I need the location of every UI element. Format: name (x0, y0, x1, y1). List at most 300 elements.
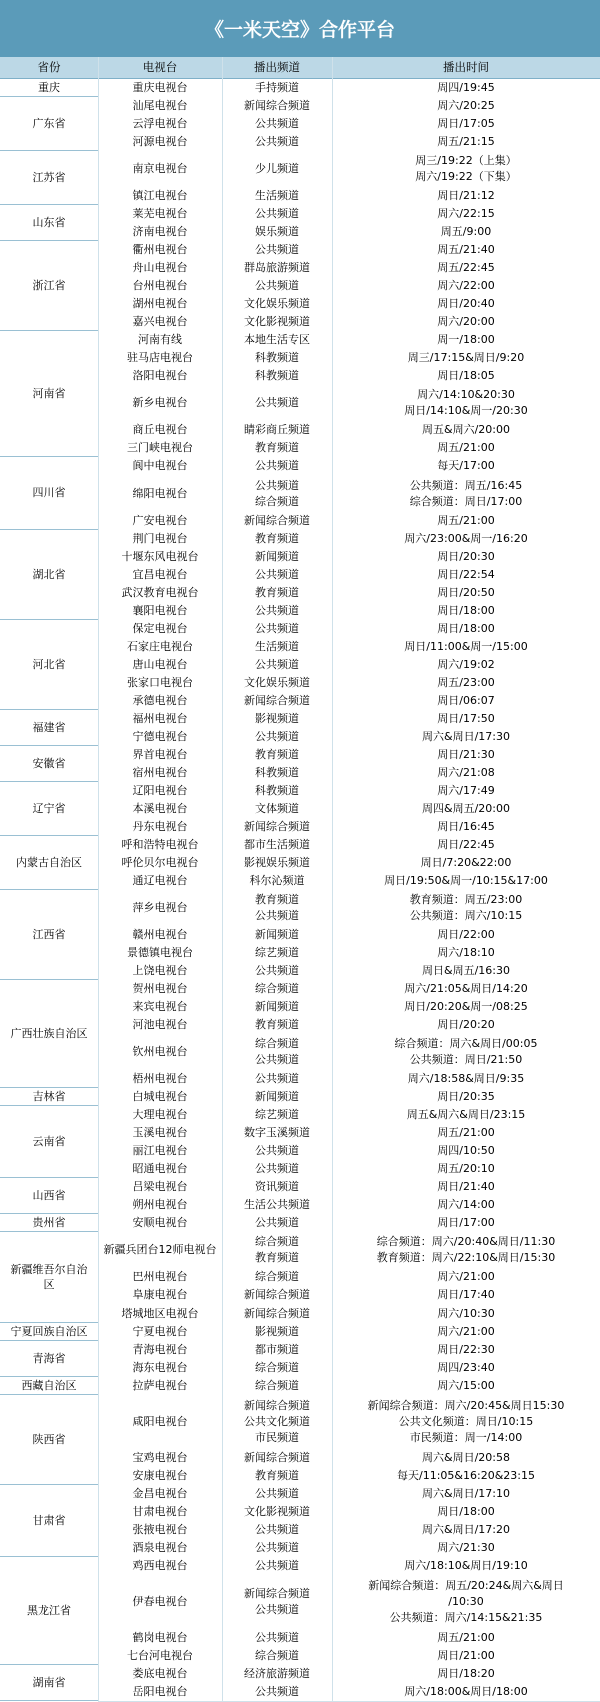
channel-cell (222, 1341, 332, 1359)
time-text: 周六/18:58&周日/9:35 (407, 1072, 525, 1086)
station-cell (98, 710, 222, 728)
time-text: 周日/17:00 (437, 1216, 495, 1230)
time-cell (332, 1124, 600, 1142)
channel-text: 手持频道 (255, 81, 299, 94)
time-text: 周一/18:00 (437, 333, 495, 347)
time-cell (332, 926, 600, 944)
channel-text: 经济旅游频道 (244, 1666, 310, 1680)
table-row (98, 439, 600, 458)
station-cell (98, 151, 222, 187)
channel-cell (222, 818, 332, 836)
station-cell (98, 133, 222, 151)
province-cell: 四川省 (0, 457, 98, 529)
time-text: 周日/21:30 (437, 747, 495, 761)
table-row (98, 475, 600, 512)
time-cell (332, 728, 600, 746)
time-text: 周日/14:10&周一/20:30 (404, 404, 528, 418)
channel-cell (222, 1106, 332, 1124)
station-text: 绵阳电视台 (132, 486, 188, 500)
channel-text: 教育频道 (255, 893, 299, 907)
time-cell (332, 277, 600, 295)
channel-text: 文体频道 (255, 801, 299, 815)
station-text: 河池电视台 (132, 1018, 188, 1032)
time-text: 周日/17:40 (437, 1288, 495, 1302)
time-cell (332, 115, 600, 133)
table-row (98, 133, 600, 152)
time-text: 周日/17:50 (437, 711, 495, 725)
station-cell (98, 1323, 222, 1341)
time-cell (332, 1359, 600, 1377)
time-cell (332, 656, 600, 674)
station-text: 巴州电视台 (132, 1270, 188, 1284)
station-cell (98, 223, 222, 241)
time-text: 新闻综合频道：周六/20:45&周日15:30 (367, 1398, 565, 1412)
province-cell: 广东省 (0, 97, 98, 151)
channel-cell (222, 1323, 332, 1341)
station-cell (98, 1467, 222, 1485)
time-cell (332, 980, 600, 998)
station-text: 嘉兴电视台 (132, 315, 188, 329)
station-text: 景德镇电视台 (127, 946, 193, 960)
station-text: 梧州电视台 (132, 1072, 188, 1086)
time-cell (332, 944, 600, 962)
station-cell (98, 1647, 222, 1665)
table-row (98, 692, 600, 711)
time-text: 周三/17:15&周日/9:20 (407, 351, 525, 365)
channel-cell (222, 674, 332, 692)
time-cell (332, 313, 600, 331)
channel-text: 教育频道 (255, 747, 299, 761)
channel-text: 公共频道 (255, 567, 299, 581)
header-time: 播出时间 (443, 60, 489, 74)
time-text: 周六/15:00 (437, 1378, 495, 1392)
station-cell (98, 1665, 222, 1683)
channel-cell (222, 1359, 332, 1377)
channel-text: 公共频道 (255, 478, 299, 492)
channel-cell (222, 331, 332, 349)
station-text: 酒泉电视台 (132, 1540, 188, 1554)
channel-cell (222, 548, 332, 566)
channel-text: 教育频道 (255, 1251, 299, 1265)
time-cell (332, 97, 600, 115)
table-row (98, 151, 600, 188)
time-text: 周日/17:05 (437, 117, 495, 131)
table-row (98, 241, 600, 260)
station-cell (98, 800, 222, 818)
time-cell (332, 800, 600, 818)
station-cell (98, 818, 222, 836)
station-cell (98, 602, 222, 620)
channel-cell (222, 1178, 332, 1196)
time-text: 周六/14:10&20:30 (417, 388, 515, 402)
channel-text: 都市频道 (255, 1342, 299, 1356)
channel-text: 综合频道 (255, 1235, 299, 1249)
table-row (98, 1232, 600, 1269)
station-cell (98, 277, 222, 295)
time-cell (332, 1377, 600, 1395)
province-cell: 贵州省 (0, 1214, 98, 1232)
station-text: 衢州电视台 (132, 243, 188, 257)
time-cell (332, 584, 600, 602)
time-cell (332, 1629, 600, 1647)
station-cell (98, 584, 222, 602)
channel-cell (222, 782, 332, 800)
station-cell (98, 692, 222, 710)
time-cell (332, 1665, 600, 1683)
station-text: 重庆电视台 (132, 81, 188, 94)
time-cell (332, 548, 600, 566)
table-row (98, 1016, 600, 1035)
station-cell (98, 1214, 222, 1232)
station-text: 湖州电视台 (132, 297, 188, 311)
time-text: 公共频道：周六/10:15 (409, 909, 523, 923)
station-text: 阆中电视台 (132, 459, 188, 473)
station-text: 保定电视台 (132, 621, 188, 635)
time-text: 教育频道：周五/23:00 (409, 893, 523, 907)
province-cell: 辽宁省 (0, 782, 98, 836)
table-row (98, 79, 600, 98)
table-row (98, 602, 600, 621)
channel-cell (222, 1503, 332, 1521)
time-text: 教育频道：周六/22:10&周日/15:30 (376, 1251, 556, 1265)
province-cell: 浙江省 (0, 241, 98, 331)
time-cell (332, 349, 600, 367)
station-text: 咸阳电视台 (132, 1414, 188, 1428)
station-cell (98, 1178, 222, 1196)
station-text: 唐山电视台 (132, 657, 188, 671)
channel-text: 综合频道 (255, 1037, 299, 1051)
table-row (98, 1214, 600, 1233)
station-text: 三门峡电视台 (127, 441, 193, 455)
channel-text: 公共频道 (255, 621, 299, 635)
time-text: 周四/19:45 (437, 81, 495, 94)
station-text: 贺州电视台 (132, 982, 188, 996)
province-cell: 吉林省 (0, 1088, 98, 1106)
time-cell (332, 1539, 600, 1557)
station-text: 赣州电视台 (132, 928, 188, 942)
time-text: 周六/18:00&周日/18:00 (404, 1684, 528, 1698)
province-cell: 西藏自治区 (0, 1377, 98, 1395)
station-cell (98, 1124, 222, 1142)
station-text: 呼伦贝尔电视台 (121, 855, 199, 869)
station-text: 河南有线 (138, 333, 182, 347)
channel-text: 新闻频道 (255, 1090, 299, 1104)
channel-text: 影视频道 (255, 711, 299, 725)
channel-text: 娱乐频道 (255, 225, 299, 239)
channel-cell (222, 566, 332, 584)
time-text: 周六/19:22（下集） (415, 170, 517, 184)
table-row (98, 349, 600, 368)
time-cell (332, 187, 600, 205)
station-cell (98, 638, 222, 656)
time-cell (332, 1647, 600, 1665)
station-cell (98, 439, 222, 457)
header-province: 省份 (37, 60, 61, 74)
station-text: 七台河电视台 (127, 1648, 193, 1662)
table-row (98, 926, 600, 945)
table-row (98, 566, 600, 585)
station-text: 鹤岗电视台 (132, 1630, 188, 1644)
station-cell (98, 728, 222, 746)
channel-text: 新闻综合频道 (244, 513, 310, 527)
channel-text: 公共频道 (255, 1486, 299, 1500)
time-cell (332, 205, 600, 223)
table-row (98, 710, 600, 729)
channel-text: 科教频道 (255, 783, 299, 797)
station-cell (98, 944, 222, 962)
station-cell (98, 1629, 222, 1647)
channel-cell (222, 457, 332, 475)
time-text: 周日/18:00 (437, 621, 495, 635)
station-cell (98, 1503, 222, 1521)
time-cell (332, 1557, 600, 1575)
channel-text: 新闻频道 (255, 1000, 299, 1014)
station-cell (98, 1196, 222, 1214)
time-text: 周六&周日/20:58 (422, 1450, 510, 1464)
table-row (98, 530, 600, 549)
station-cell (98, 998, 222, 1016)
station-cell (98, 1016, 222, 1034)
table-row (98, 1377, 600, 1396)
station-cell (98, 349, 222, 367)
column-divider (98, 57, 99, 1701)
channel-text: 新闻综合频道 (244, 1288, 310, 1302)
channel-text: 生活公共频道 (244, 1198, 310, 1212)
table-row (98, 1557, 600, 1576)
station-cell (98, 367, 222, 385)
table-row (98, 1665, 600, 1684)
table-row (98, 457, 600, 476)
channel-text: 公共频道 (255, 1144, 299, 1158)
station-cell (98, 313, 222, 331)
time-cell (332, 1395, 600, 1449)
table-row (98, 620, 600, 639)
channel-cell (222, 1268, 332, 1286)
channel-cell (222, 656, 332, 674)
time-text: 周五/20:10 (437, 1162, 495, 1176)
province-cell: 新疆维吾尔自治区 (0, 1232, 98, 1322)
station-cell (98, 962, 222, 980)
time-text: 周四&周五/20:00 (422, 801, 510, 815)
channel-text: 本地生活专区 (244, 333, 310, 347)
station-text: 台州电视台 (132, 279, 188, 293)
channel-text: 综合频道 (255, 1270, 299, 1284)
time-cell (332, 566, 600, 584)
channel-text: 新闻综合频道 (244, 819, 310, 833)
station-cell (98, 331, 222, 349)
table-row (98, 205, 600, 224)
time-text: 周日/22:45 (437, 837, 495, 851)
channel-cell (222, 1160, 332, 1178)
channel-text: 综合频道 (255, 494, 299, 508)
station-cell (98, 1160, 222, 1178)
province-cell: 江苏省 (0, 151, 98, 205)
column-divider (332, 57, 333, 1701)
time-cell (332, 818, 600, 836)
time-text: 周六/17:49 (437, 783, 495, 797)
station-text: 拉萨电视台 (132, 1378, 188, 1392)
station-text: 岳阳电视台 (132, 1684, 188, 1698)
time-cell (332, 1178, 600, 1196)
time-text: 周五/21:00 (437, 1630, 495, 1644)
time-cell (332, 1341, 600, 1359)
station-text: 宿州电视台 (132, 765, 188, 779)
channel-text: 公共频道 (255, 207, 299, 221)
station-text: 通辽电视台 (132, 873, 188, 887)
table-row (98, 836, 600, 855)
time-text: 周日/20:35 (437, 1090, 495, 1104)
time-cell (332, 331, 600, 349)
time-text: 周六/10:30 (437, 1306, 495, 1320)
channel-cell (222, 1016, 332, 1034)
time-text: 周日/7:20&22:00 (420, 855, 512, 869)
time-text: 新闻综合频道：周五/20:24&周六&周日 (368, 1578, 564, 1592)
station-text: 荆门电视台 (132, 531, 188, 545)
channel-cell (222, 475, 332, 511)
station-text: 舟山电视台 (132, 261, 188, 275)
table-row (98, 1106, 600, 1125)
time-cell (332, 602, 600, 620)
table-row (98, 998, 600, 1017)
channel-cell (222, 1305, 332, 1323)
time-text: 周日/20:40 (437, 297, 495, 311)
province-cell: 江西省 (0, 890, 98, 980)
station-cell (98, 1377, 222, 1395)
table-row (98, 1359, 600, 1378)
station-text: 本溪电视台 (132, 801, 188, 815)
channel-text: 新闻综合频道 (244, 1450, 310, 1464)
channel-text: 综合频道 (255, 1648, 299, 1662)
time-text: /10:30 (448, 1594, 484, 1608)
time-cell (332, 512, 600, 530)
time-cell (332, 1142, 600, 1160)
table-row (98, 1521, 600, 1540)
time-text: 周五/22:45 (437, 261, 495, 275)
station-cell (98, 1683, 222, 1701)
time-text: 周五/21:00 (437, 1126, 495, 1140)
channel-cell (222, 1124, 332, 1142)
channel-text: 都市生活频道 (244, 837, 310, 851)
station-text: 张掖电视台 (132, 1522, 188, 1536)
station-text: 吕梁电视台 (132, 1180, 188, 1194)
station-text: 河源电视台 (132, 135, 188, 149)
channel-text: 文化影视频道 (244, 1504, 310, 1518)
channel-text: 公共频道 (255, 603, 299, 617)
station-cell (98, 566, 222, 584)
channel-text: 文化娱乐频道 (244, 297, 310, 311)
time-text: 公共频道：周五/16:45 (409, 478, 523, 492)
table-row (98, 115, 600, 134)
station-cell (98, 1449, 222, 1467)
province-cell: 黑龙江省 (0, 1557, 98, 1665)
time-text: 周四/23:40 (437, 1360, 495, 1374)
channel-text: 公共频道 (255, 1072, 299, 1086)
time-text: 综合频道：周六&周日/00:05 (394, 1037, 538, 1051)
channel-text: 影视频道 (255, 1324, 299, 1338)
channel-text: 公共频道 (255, 1053, 299, 1067)
channel-text: 影视娱乐频道 (244, 855, 310, 869)
time-cell (332, 872, 600, 890)
channel-text: 公共频道 (255, 964, 299, 978)
station-cell (98, 1268, 222, 1286)
channel-cell (222, 1629, 332, 1647)
time-text: 周日/20:30 (437, 549, 495, 563)
station-text: 白城电视台 (132, 1090, 188, 1104)
station-cell (98, 746, 222, 764)
table-row (98, 1070, 600, 1089)
time-text: 公共文化频道：周日/10:15 (398, 1414, 534, 1428)
time-cell (332, 1323, 600, 1341)
channel-cell (222, 620, 332, 638)
table-row (98, 674, 600, 693)
time-cell (332, 151, 600, 187)
table-row (98, 1503, 600, 1522)
time-cell (332, 1088, 600, 1106)
channel-text: 睛彩商丘频道 (244, 423, 310, 437)
station-text: 上饶电视台 (132, 964, 188, 978)
channel-cell (222, 439, 332, 457)
table-row (98, 1178, 600, 1197)
station-cell (98, 187, 222, 205)
table-row (98, 1683, 600, 1702)
table-row (98, 421, 600, 440)
station-cell (98, 836, 222, 854)
channel-cell (222, 1665, 332, 1683)
station-cell (98, 1359, 222, 1377)
station-text: 镇江电视台 (132, 189, 188, 203)
channel-text: 新闻综合频道 (244, 99, 310, 113)
station-text: 青海电视台 (132, 1342, 188, 1356)
time-cell (332, 1232, 600, 1268)
table-row (98, 1575, 600, 1630)
time-text: 周日/22:00 (437, 928, 495, 942)
station-text: 宁德电视台 (132, 729, 188, 743)
station-cell (98, 980, 222, 998)
station-cell (98, 385, 222, 421)
time-text: 周五/21:15 (437, 135, 495, 149)
table-row (98, 1268, 600, 1287)
table-row (98, 512, 600, 531)
channel-cell (222, 295, 332, 313)
table-row (98, 872, 600, 891)
province-cell: 湖北省 (0, 530, 98, 620)
station-text: 襄阳电视台 (132, 603, 188, 617)
channel-cell (222, 97, 332, 115)
channel-cell (222, 241, 332, 259)
page-title: 《一米天空》合作平台 (0, 0, 600, 57)
province-cell: 福建省 (0, 710, 98, 746)
time-text: 周日&周五/16:30 (422, 964, 510, 978)
station-cell (98, 512, 222, 530)
channel-text: 教育频道 (255, 531, 299, 545)
station-cell (98, 259, 222, 277)
station-cell (98, 854, 222, 872)
time-cell (332, 457, 600, 475)
time-text: 周五/9:00 (440, 225, 492, 239)
time-text: 周日/11:00&周一/15:00 (404, 639, 528, 653)
table-row (98, 638, 600, 657)
channel-text: 公共频道 (255, 459, 299, 473)
channel-text: 公共频道 (255, 1162, 299, 1176)
station-cell (98, 1557, 222, 1575)
station-text: 昭通电视台 (132, 1162, 188, 1176)
station-text: 阜康电视台 (132, 1288, 188, 1302)
station-cell (98, 457, 222, 475)
table-row (98, 331, 600, 350)
channel-cell (222, 115, 332, 133)
time-text: 周五/21:40 (437, 243, 495, 257)
station-text: 张家口电视台 (127, 675, 193, 689)
